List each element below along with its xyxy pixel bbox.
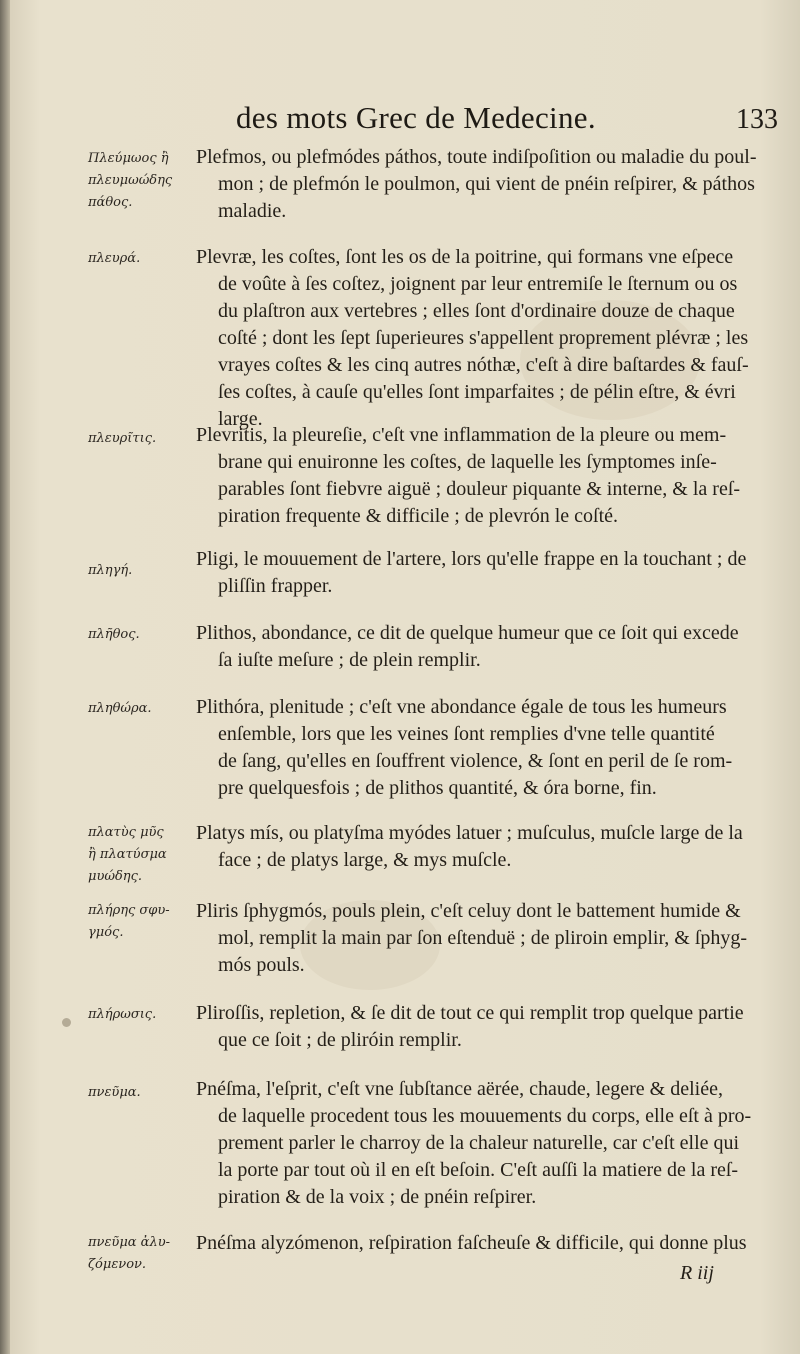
signature-mark: R iij [680, 1262, 714, 1284]
page-header [0, 100, 800, 146]
greek-term: πλευρῖτις. [88, 431, 157, 446]
greek-term: Πλεύμωος ἢ πλευμωώδης πάθος. [88, 151, 173, 210]
greek-term: πνεῦμα ἀλυ- ζόμενον. [88, 1235, 170, 1272]
entry-text: Plevræ, les coſtes, ſont les os de la poitrine, qui formans vne eſpece de voûte à ſes coſtez, joignent par leur entremiſe le ſternum ou os du plaſtron aux vertebres ; elles ſont d'ordinaire douze de chaque coſté ; dont les ſept ſuperieures s'appellent proprement plévræ ; les vrayes coſtes & les cinq autres nóthæ, c'eſt à dire baſtardes & fauſ- ſes coſtes, à cauſe qu'elles ſont imparfaites ; de pélin eſtre, & évri large. [196, 246, 749, 430]
binding-hole [62, 1018, 71, 1027]
greek-term: πνεῦμα. [88, 1085, 141, 1100]
entry-text: Plefmos, ou plefmódes páthos, toute indiſpoſition ou maladie du poul- mon ; de plefmón le poulmon, qui vient de pnéin reſpirer, & páthos maladie. [196, 146, 757, 222]
binding-shadow [0, 0, 10, 1354]
entry-text: Pnéſma, l'eſprit, c'eſt vne ſubſtance aërée, chaude, legere & deliée, de laquelle procedent tous les mouuements du corps, elle eſt à pro- prement parler le charroy de la chaleur naturelle, car c'eſt elle qui la porte par tout où il en eſt beſoin. C'eſt auſſi la matiere de la reſ- piration & de la voix ; de pnéin reſpirer. [196, 1078, 752, 1208]
entry-text: Platys mís, ou platyſma myódes latuer ; muſculus, muſcle large de la face ; de platys large, & mys muſcle. [196, 822, 743, 871]
greek-term: πλήρης σφυ- γμός. [88, 903, 170, 940]
running-title: des mots Grec de Medecine. [236, 100, 596, 135]
greek-term: πληγή. [88, 563, 133, 578]
entry-text: Pnéſma alyzómenon, reſpiration faſcheuſe & difficile, qui donne plus [196, 1232, 747, 1254]
greek-term: πλευρά. [88, 251, 141, 266]
entry-text: Pligi, le mouuement de l'artere, lors qu'elle frappe en la touchant ; de pliſſin frapper. [196, 548, 747, 597]
entry-text: Plevritis, la pleureſie, c'eſt vne inflammation de la pleure ou mem- brane qui enuironne les coſtes, de laquelle les ſymptomes inſe- parables ſont fiebvre aiguë ; douleur piquante & interne, & la reſ- piration frequente & difficile ; de plevrón le coſté. [196, 424, 741, 527]
entry-text: Plithóra, plenitude ; c'eſt vne abondance égale de tous les humeurs enſemble, lors que les veines ſont remplies d'vne telle quantité de ſang, qu'elles en ſouffrent violence, & ſont en peril de ſe rom- pre quelquesfois ; de plithos quantité, & óra borne, fin. [196, 696, 733, 799]
greek-term: πλῆθος. [88, 627, 140, 642]
greek-term: πλατὺς μῦς ἢ πλατύσμα μυώδης. [88, 825, 167, 884]
entry-text: Pliroſſis, repletion, & ſe dit de tout ce qui remplit trop quelque partie que ce ſoit ; de pliróin remplir. [196, 1002, 744, 1051]
greek-term: πληθώρα. [88, 701, 152, 716]
entry-text: Pliris ſphygmós, pouls plein, c'eſt celuy dont le battement humide & mol, remplit la main par ſon eſtenduë ; de pliroin emplir, & ſphyg- mós pouls. [196, 900, 748, 976]
entry-text: Plithos, abondance, ce dit de quelque humeur que ce ſoit qui excede ſa iuſte meſure ; de plein remplir. [196, 622, 739, 671]
page-number: 133 [736, 104, 778, 135]
greek-term: πλήρωσις. [88, 1007, 157, 1022]
